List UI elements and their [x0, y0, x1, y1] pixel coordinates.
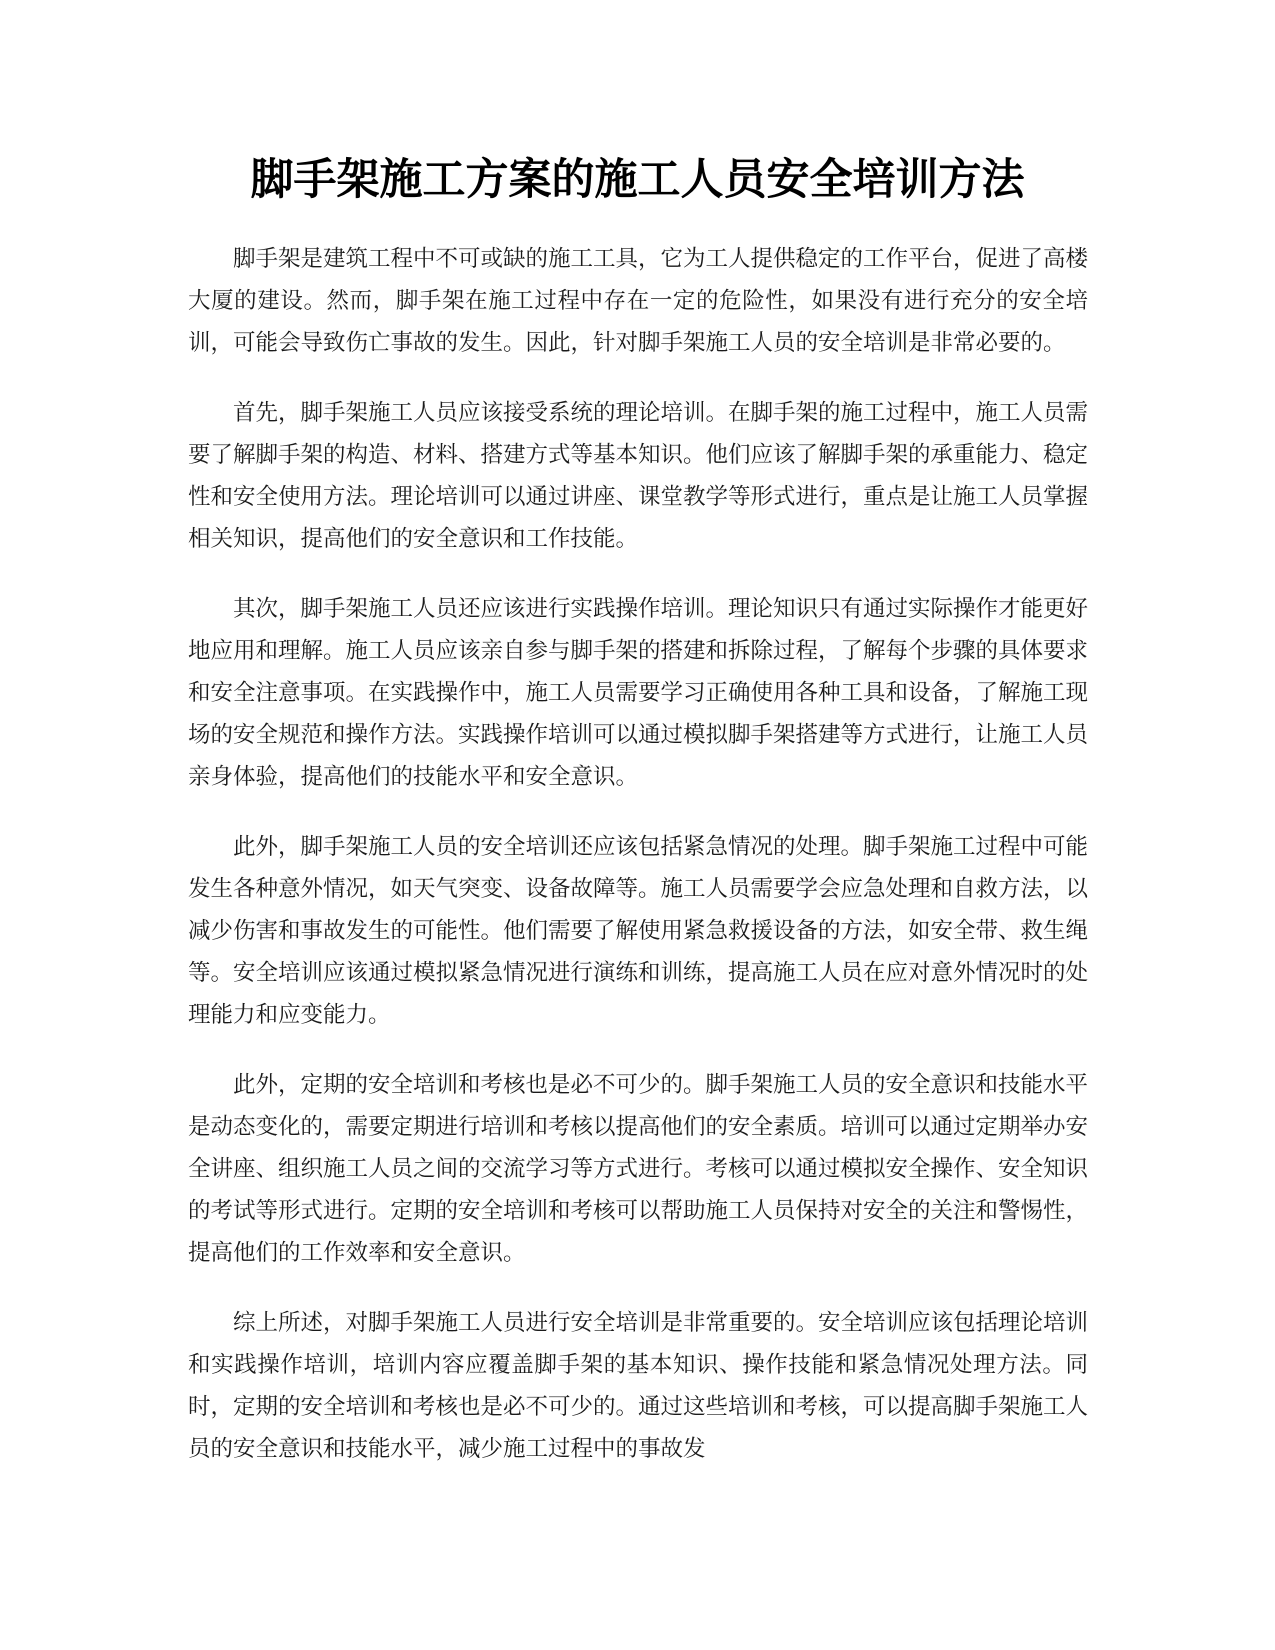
- paragraph-theory-training: 首先，脚手架施工人员应该接受系统的理论培训。在脚手架的施工过程中，施工人员需要了解脚手架的构造、材料、搭建方式等基本知识。他们应该了解脚手架的承重能力、稳定性和安全使用方法。理论培训可以通过讲座、课堂教学等形式进行，重点是让施工人员掌握相关知识，提高他们的安全意识和工作技能。: [188, 400, 1089, 552]
- paragraph-emergency-handling: 此外，脚手架施工人员的安全培训还应该包括紧急情况的处理。脚手架施工过程中可能发生各种意外情况，如天气突变、设备故障等。施工人员需要学会应急处理和自救方法，以减少伤害和事故发生的可能性。他们需要了解使用紧急救援设备的方法，如安全带、救生绳等。安全培训应该通过模拟紧急情况进行演练和训练，提高施工人员在应对意外情况时的处理能力和应变能力。: [188, 834, 1089, 1028]
- document-title: 脚手架施工方案的施工人员安全培训方法: [250, 155, 1025, 205]
- paragraph-conclusion: 综上所述，对脚手架施工人员进行安全培训是非常重要的。安全培训应该包括理论培训和实践操作培训，培训内容应覆盖脚手架的基本知识、操作技能和紧急情况处理方法。同时，定期的安全培训和考核也是必不可少的。通过这些培训和考核，可以提高脚手架施工人员的安全意识和技能水平，减少施工过程中的事故发: [188, 1310, 1089, 1462]
- paragraph-periodic-assessment: 此外，定期的安全培训和考核也是必不可少的。脚手架施工人员的安全意识和技能水平是动态变化的，需要定期进行培训和考核以提高他们的安全素质。培训可以通过定期举办安全讲座、组织施工人员之间的交流学习等方式进行。考核可以通过模拟安全操作、安全知识的考试等形式进行。定期的安全培训和考核可以帮助施工人员保持对安全的关注和警惕性，提高他们的工作效率和安全意识。: [188, 1072, 1089, 1266]
- paragraph-practical-training: 其次，脚手架施工人员还应该进行实践操作培训。理论知识只有通过实际操作才能更好地应用和理解。施工人员应该亲自参与脚手架的搭建和拆除过程，了解每个步骤的具体要求和安全注意事项。在实践操作中，施工人员需要学习正确使用各种工具和设备，了解施工现场的安全规范和操作方法。实践操作培训可以通过模拟脚手架搭建等方式进行，让施工人员亲身体验，提高他们的技能水平和安全意识。: [188, 596, 1089, 790]
- paragraph-intro: 脚手架是建筑工程中不可或缺的施工工具，它为工人提供稳定的工作平台，促进了高楼大厦的建设。然而，脚手架在施工过程中存在一定的危险性，如果没有进行充分的安全培训，可能会导致伤亡事故的发生。因此，针对脚手架施工人员的安全培训是非常必要的。: [188, 246, 1089, 356]
- document-body: [188, 238, 1088, 1498]
